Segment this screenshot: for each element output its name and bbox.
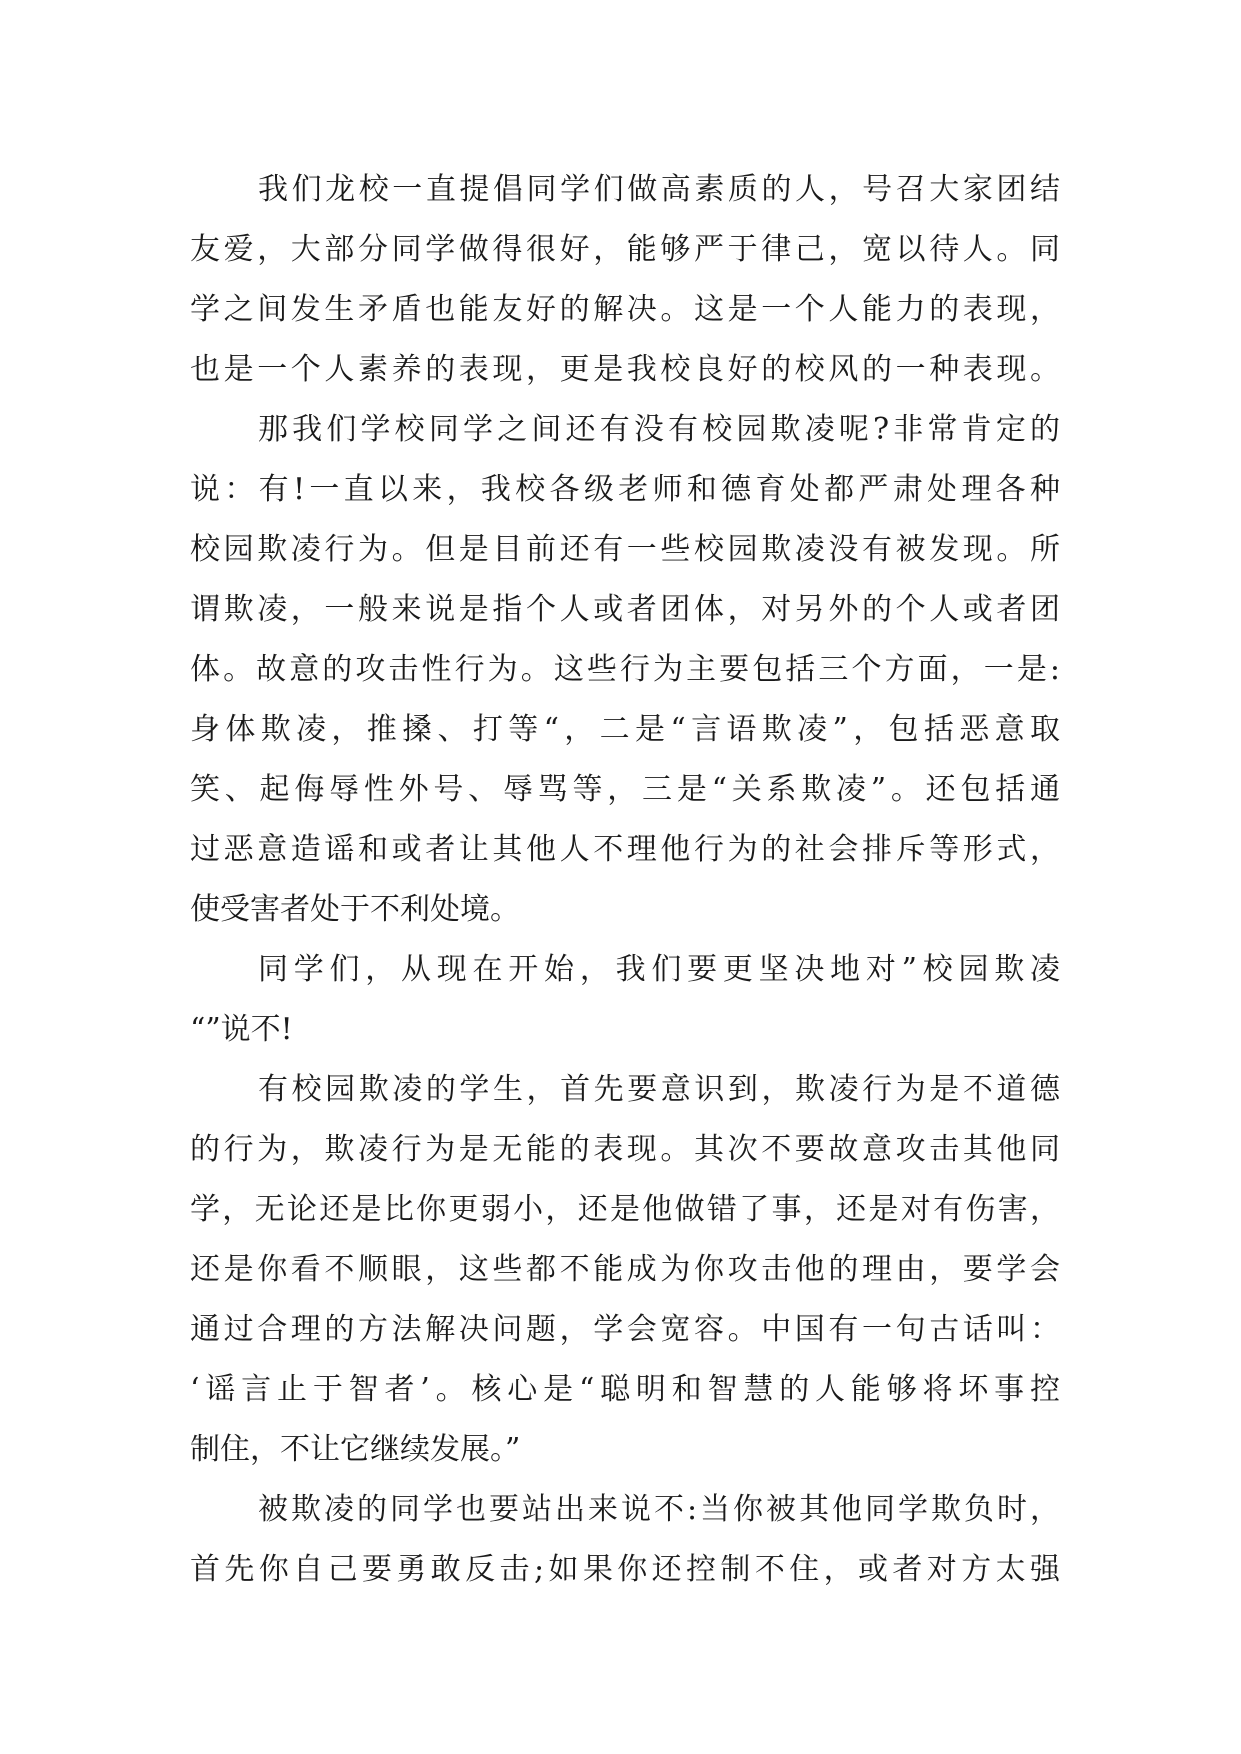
text-line: 被欺凌的同学也要站出来说不:当你被其他同学欺负时，	[258, 1492, 1060, 1527]
text-line: 通过合理的方法解决问题，学会宽容。中国有一句古话叫：	[190, 1312, 1060, 1347]
text-line: 那我们学校同学之间还有没有校园欺凌呢?非常肯定的	[258, 412, 1060, 447]
paragraph-3	[190, 940, 1060, 1060]
text-line: 使受害者处于不利处境。	[190, 892, 520, 927]
text-line: 我们龙校一直提倡同学们做高素质的人，号召大家团结	[258, 172, 1060, 207]
paragraph-5	[190, 1480, 1060, 1600]
text-line: 还是你看不顺眼，这些都不能成为你攻击他的理由，要学会	[190, 1252, 1060, 1287]
text-line: 首先你自己要勇敢反击;如果你还控制不住，或者对方太强	[190, 1552, 1060, 1587]
text-line: 的行为，欺凌行为是无能的表现。其次不要故意攻击其他同	[190, 1132, 1060, 1167]
text-line: 体。故意的攻击性行为。这些行为主要包括三个方面，一是:	[190, 652, 1060, 687]
text-line: 谓欺凌，一般来说是指个人或者团体，对另外的个人或者团	[190, 592, 1060, 627]
text-line: “”说不!	[190, 1012, 293, 1047]
text-line: 有校园欺凌的学生，首先要意识到，欺凌行为是不道德	[258, 1072, 1060, 1107]
paragraph-2	[190, 400, 1060, 940]
document-body	[190, 160, 1060, 1600]
text-line: 校园欺凌行为。但是目前还有一些校园欺凌没有被发现。所	[190, 532, 1060, 567]
text-line: 学，无论还是比你更弱小，还是他做错了事，还是对有伤害，	[190, 1192, 1060, 1227]
text-line: 友爱，大部分同学做得很好，能够严于律己，宽以待人。同	[190, 232, 1060, 267]
text-line: 制住，不让它继续发展。”	[190, 1432, 521, 1467]
text-line: ‘谣言止于智者’。核心是“聪明和智慧的人能够将坏事控	[190, 1372, 1060, 1407]
text-line: 学之间发生矛盾也能友好的解决。这是一个人能力的表现，	[190, 292, 1060, 327]
text-line: 同学们，从现在开始，我们要更坚决地对”校园欺凌	[258, 952, 1060, 987]
text-line: 也是一个人素养的表现，更是我校良好的校风的一种表现。	[190, 352, 1060, 387]
text-line: 身体欺凌，推搡、打等“，二是“言语欺凌”，包括恶意取	[190, 712, 1060, 747]
text-line: 过恶意造谣和或者让其他人不理他行为的社会排斥等形式，	[190, 832, 1060, 867]
paragraph-4	[190, 1060, 1060, 1480]
text-line: 说：有!一直以来，我校各级老师和德育处都严肃处理各种	[190, 472, 1060, 507]
paragraph-1	[190, 160, 1060, 400]
text-line: 笑、起侮辱性外号、辱骂等，三是“关系欺凌”。还包括通	[190, 772, 1060, 807]
